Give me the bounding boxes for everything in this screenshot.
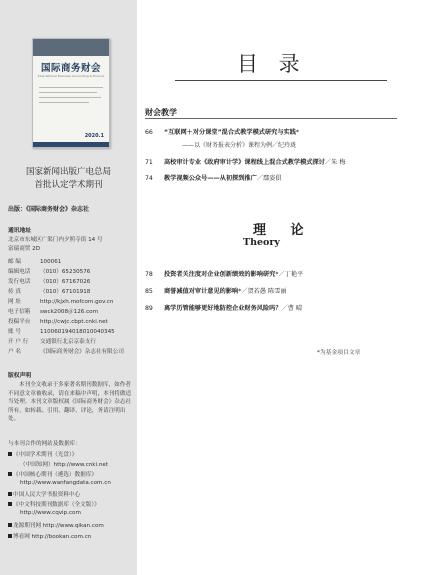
toc-subtitle: ——以《财务报表分析》课程为例／纪玲珑 — [182, 142, 297, 149]
fund-mark: * — [275, 271, 279, 278]
contact-key: 户 名 — [8, 349, 21, 355]
contact-row — [8, 277, 90, 285]
approval-line-1: 国家新闻出版广电总局 — [25, 167, 111, 177]
contact-key: 开 户 行 — [8, 339, 29, 345]
contact-row — [8, 287, 90, 295]
cover-text-line — [39, 92, 97, 93]
website-link[interactable]: http://kjxh.mofcom.gov.cn — [40, 299, 114, 305]
database-item — [8, 470, 97, 478]
database-item — [8, 490, 80, 498]
bullet-square-icon — [8, 452, 12, 456]
contact-value: 交通银行北京京泰支行 — [40, 339, 96, 345]
contact-row — [8, 307, 98, 315]
article-author: ／贺若愚 陈雪丽 — [241, 288, 287, 295]
cover-subtitle: International Business Accounting & Finance — [37, 74, 105, 78]
cover-year: 2020.1 — [84, 133, 104, 139]
database-item — [20, 460, 108, 468]
fund-footnote: *为基金项目文章 — [317, 350, 361, 356]
copyright-text: 本刊全文收录于多家著名期刊数据库，如作者不同意文章被收录，请在来稿中声明，本刊将做适当处理。本刊文章版权属《国际商务财会》杂志社所有，如转载、引用、翻译、评论，务请注明出处。 — [8, 382, 132, 422]
contact-key: 电子信箱 — [8, 309, 31, 315]
article-title: “互联网＋对分课堂”混合式教学模式研究与实践 — [164, 129, 296, 136]
contact-key: 传 真 — [8, 289, 21, 295]
contact-value: 100061 — [40, 259, 62, 265]
cover-title: 国际商务财会 — [40, 63, 101, 74]
submission-link[interactable]: http://cwjc.cbpt.cnki.net — [40, 319, 108, 325]
toc-entry[interactable] — [145, 173, 282, 182]
article-author: ／朱 梅 — [324, 159, 346, 166]
toc-entry[interactable] — [145, 303, 302, 312]
approval-line-2: 首批认定学术期刊 — [34, 180, 103, 190]
contact-value: （010）65230576 — [40, 269, 91, 275]
cover-text-line — [39, 87, 103, 88]
contact-row — [8, 267, 90, 275]
toc-entry[interactable] — [145, 269, 303, 278]
database-item — [8, 450, 77, 458]
database-link[interactable]: （中国知网）http://www.cnki.net — [20, 462, 109, 468]
cover-header-band — [33, 39, 109, 56]
article-title: 离学历管能够更好地防控企业财务风险吗？ — [164, 305, 282, 312]
contact-row — [8, 297, 113, 305]
contact-value: （010）67101918 — [40, 289, 91, 295]
address-line: 富瑞商贸 2D — [8, 246, 41, 252]
contact-key: 网 址 — [8, 299, 21, 305]
page-number: 71 — [145, 159, 153, 166]
toc-entry[interactable] — [145, 157, 345, 166]
database-name: 《中国学术期刊（光盘）》 — [13, 452, 78, 458]
toc-entry[interactable] — [145, 127, 299, 136]
page-number: 66 — [145, 129, 153, 136]
contact-row — [8, 257, 61, 265]
article-author: ／鄢姿俱 — [256, 175, 282, 182]
sidebar — [0, 0, 137, 575]
copyright-heading: 版权声明 — [8, 373, 32, 379]
section-heading-theory-en: Theory — [243, 237, 280, 248]
cover-text-line — [39, 102, 89, 103]
article-title: 商誉减值对审计意见的影响 — [164, 288, 239, 295]
fund-mark: * — [295, 129, 299, 136]
bullet-square-icon — [8, 502, 12, 506]
database-name: 《中文科技期刊数据库（全文版）》 — [13, 502, 100, 508]
cover-footer-band — [33, 142, 109, 147]
article-author: ／丁艳平 — [278, 271, 304, 278]
page-number: 85 — [145, 288, 153, 295]
database-link[interactable]: 博看网 http://bookan.com.cn — [13, 534, 92, 540]
page-title: 目 录 — [237, 52, 307, 76]
article-author: ／曹 晴 — [281, 305, 303, 312]
contact-row — [8, 347, 124, 355]
email-link[interactable]: swck2008＠126.com — [40, 309, 99, 315]
database-name: 《中国核心期刊（遴选）数据库》 — [13, 472, 97, 478]
page-number: 78 — [145, 271, 153, 278]
contact-key: 投稿平台 — [8, 319, 31, 325]
contact-value: （010）67167026 — [40, 279, 91, 285]
section-heading-theory: 理 论 — [253, 223, 314, 238]
database-item — [8, 500, 100, 508]
publisher: 出版：《国际商务财会》杂志社 — [8, 206, 90, 213]
page-number: 74 — [145, 175, 153, 182]
database-intro: 与本刊合作的网站及数据库： — [8, 441, 81, 447]
database-item — [20, 480, 111, 486]
cover-text-line — [39, 97, 101, 98]
contact-key: 编辑电话 — [8, 269, 31, 275]
contact-row — [8, 317, 108, 325]
bullet-square-icon — [8, 492, 12, 496]
article-title: 高校审计专业《政府审计学》课程线上混合式教学模式探讨 — [164, 159, 325, 166]
database-item — [8, 532, 91, 540]
database-item — [20, 510, 81, 516]
page-number: 89 — [145, 305, 153, 312]
journal-cover-image — [32, 38, 110, 148]
contact-row — [8, 327, 115, 335]
database-link[interactable]: http://www.cqvip.com — [20, 510, 81, 516]
section-heading-teaching: 财会教学 — [145, 108, 177, 117]
address-heading: 通讯地址 — [8, 228, 32, 234]
fund-mark: * — [238, 288, 242, 295]
bullet-square-icon — [8, 472, 12, 476]
database-name: 中国人民大学书报资料中心 — [13, 492, 81, 498]
contact-key: 发行电话 — [8, 279, 31, 285]
address-line: 北京市东城区广渠门内夕照寺街 14 号 — [8, 237, 103, 243]
database-link[interactable]: 龙源期刊网 http://www.qikan.com — [13, 523, 104, 529]
contact-value: 110060194018010040345 — [40, 329, 115, 335]
database-item — [8, 521, 104, 529]
title-divider — [175, 80, 387, 81]
database-link[interactable]: http://www.wanfangdata.com.cn — [20, 480, 111, 486]
bullet-square-icon — [8, 534, 12, 538]
contact-row — [8, 337, 96, 345]
section-divider — [145, 118, 397, 119]
article-title: 投资者关注度对企业创新绩效的影响研究 — [164, 271, 276, 278]
toc-entry[interactable] — [145, 286, 287, 295]
contact-key: 账 号 — [8, 329, 21, 335]
contact-key: 邮 编 — [8, 259, 21, 265]
article-title: 教学视频公众号——从初探到推广 — [164, 175, 257, 182]
contact-value: 《国际商务财会》杂志社有限公司 — [40, 349, 124, 355]
bullet-square-icon — [8, 523, 12, 527]
